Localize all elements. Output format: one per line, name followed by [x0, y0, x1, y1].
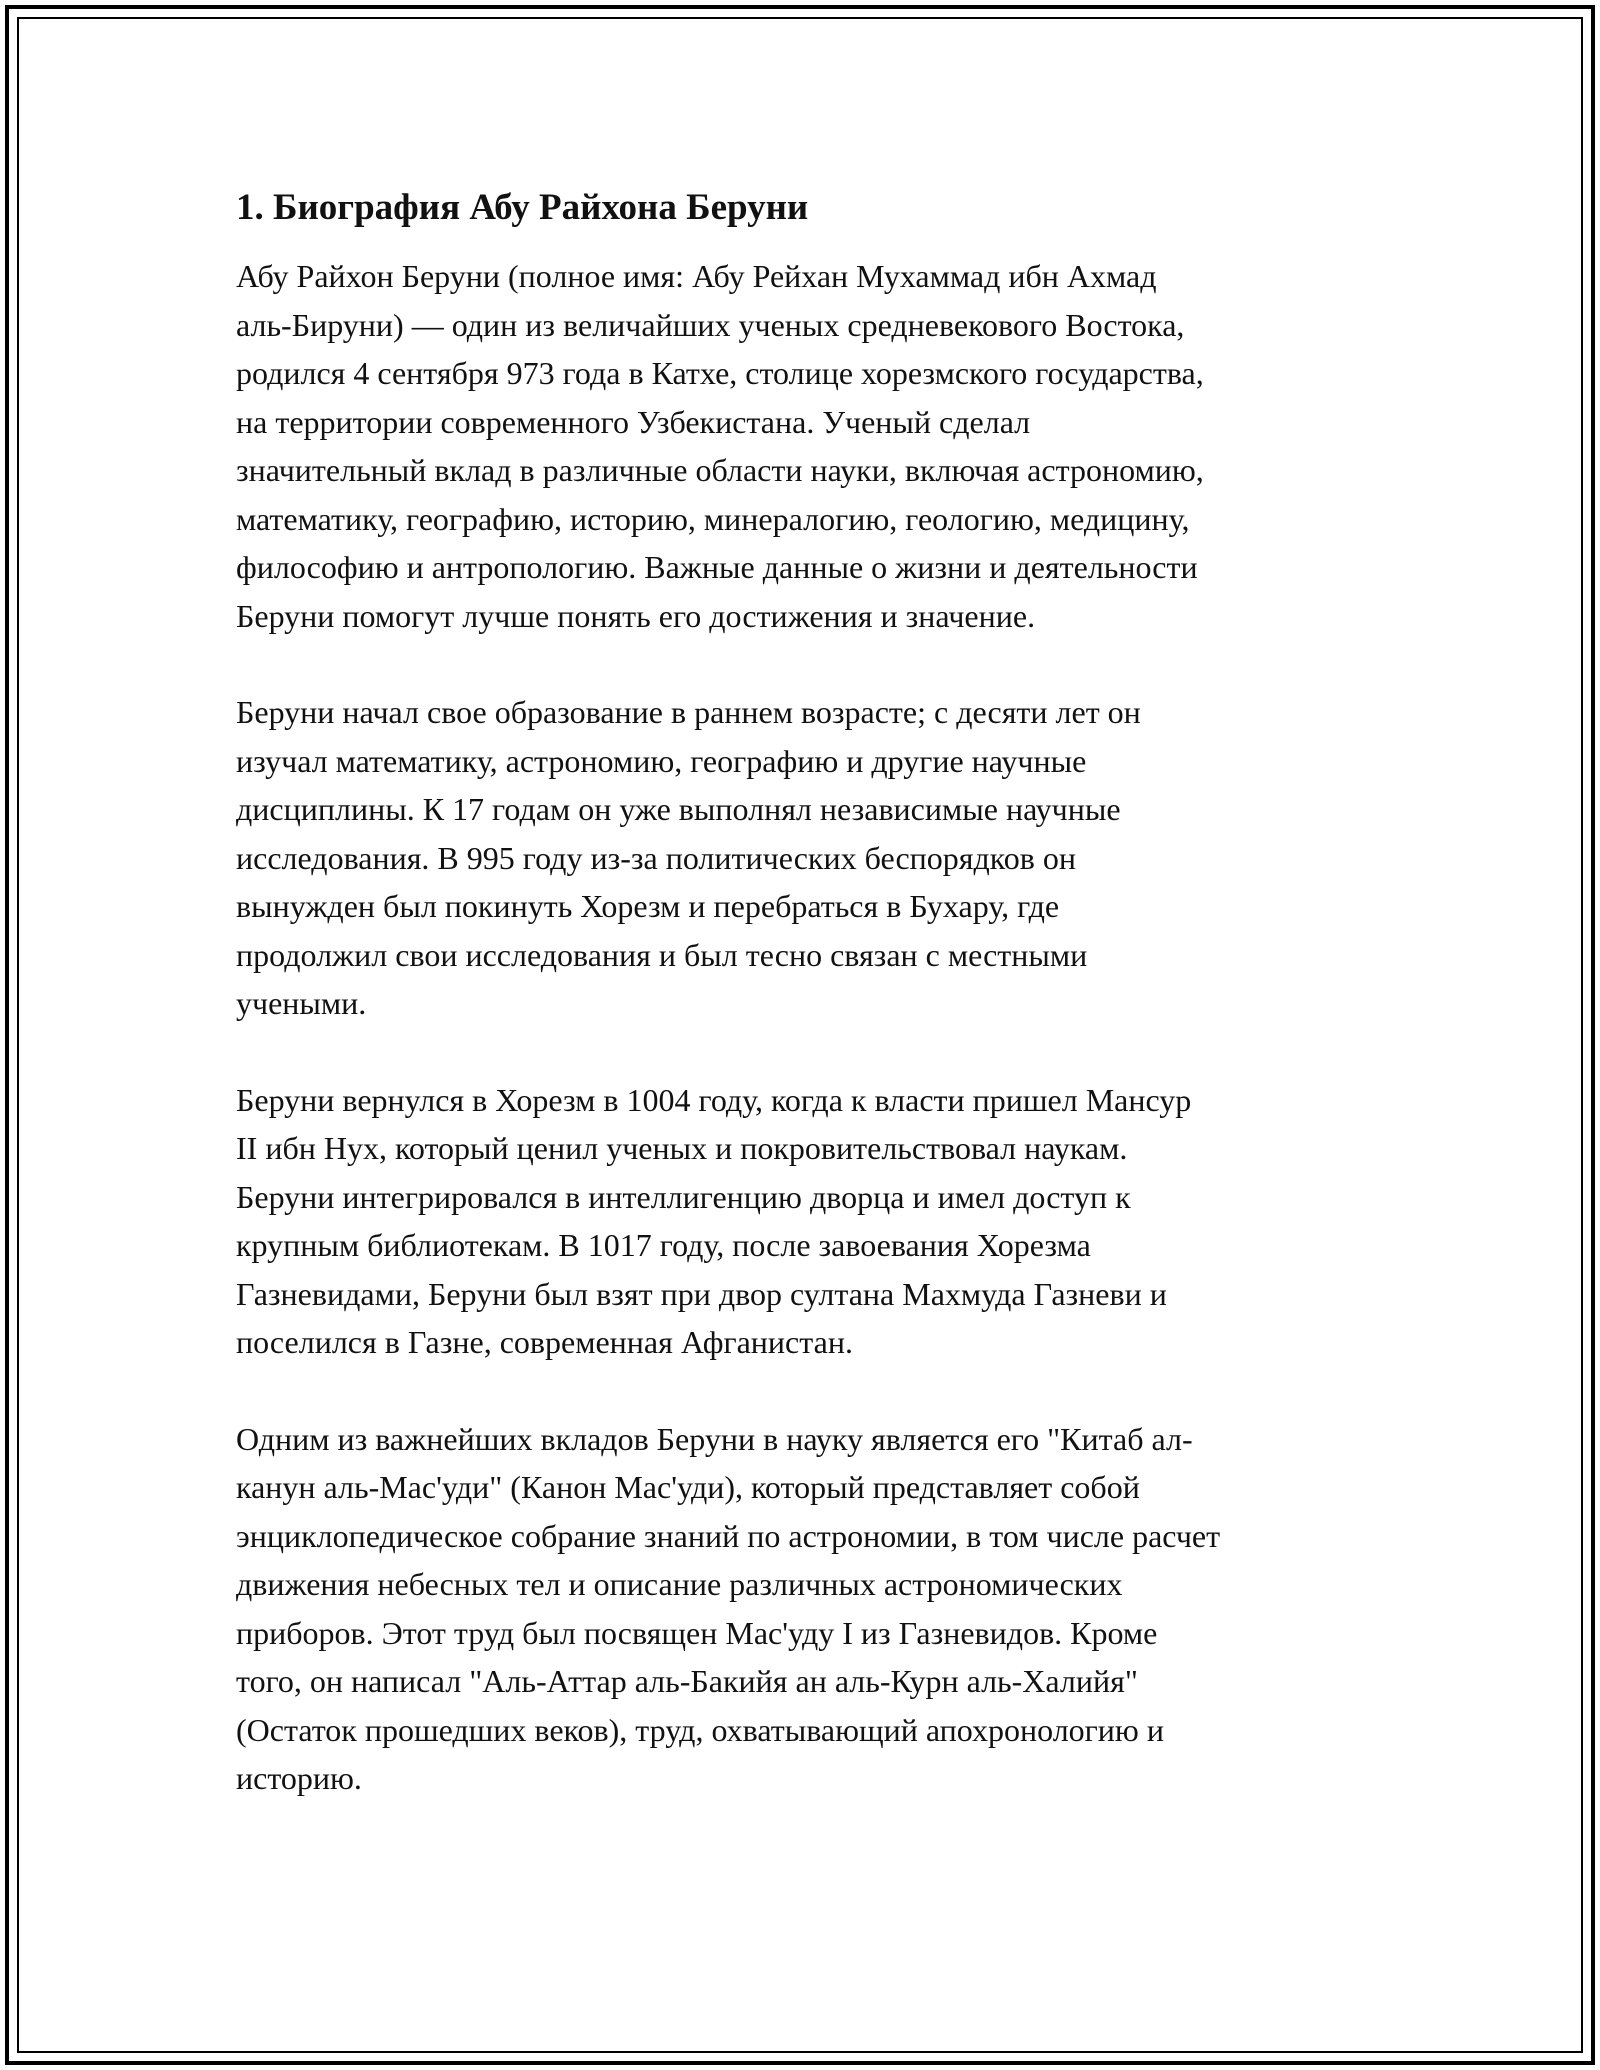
text-line: родился 4 сентября 973 года в Катхе, столице хорезмского государства, — [236, 355, 1204, 391]
text-line: математику, географию, историю, минералогию, геологию, медицину, — [236, 500, 1190, 537]
text-line: изучал математику, астрономию, географию и другие научные — [236, 742, 1087, 779]
text-line: поселился в Газне, современная Афганистан. — [236, 1324, 853, 1360]
section-heading: 1. Биография Абу Райхона Беруни — [236, 187, 809, 228]
text-line: Беруни вернулся в Хорезм в 1004 году, когда к власти пришел Мансур — [236, 1081, 1192, 1118]
text-line: Одним из важнейших вкладов Беруни в науку является его "Китаб ал- — [236, 1420, 1193, 1457]
text-line: вынужден был покинуть Хорезм и перебраться в Бухару, где — [236, 888, 1060, 924]
text-line: того, он написал "Аль-Аттар аль-Бакийя ан аль-Курн аль-Халийя" — [236, 1663, 1138, 1699]
text-line: исследования. В 995 году из-за политических беспорядков он — [236, 839, 1076, 876]
paragraph-3 — [236, 1076, 1376, 1367]
text-line: аль-Бируни) — один из величайших ученых средневекового Востока, — [236, 306, 1185, 343]
text-line: энциклопедическое собрание знаний по астрономии, в том числе расчет — [236, 1517, 1221, 1554]
text-line: канун аль-Мас'уди" (Канон Мас'уди), который представляет собой — [236, 1469, 1140, 1505]
text-line: историю. — [236, 1760, 362, 1796]
text-line: Абу Райхон Беруни (полное имя: Абу Рейхан Мухаммад ибн Ахмад — [236, 258, 1157, 294]
text-line: Беруни интегрировался в интеллигенцию дворца и имел доступ к — [236, 1178, 1131, 1215]
text-line: значительный вклад в различные области науки, включая астрономию, — [236, 452, 1204, 488]
text-line: Беруни начал свое образование в раннем возрасте; с десяти лет он — [236, 694, 1141, 730]
text-line: на территории современного Узбекистана. Ученый сделал — [236, 403, 1031, 440]
text-line: крупным библиотекам. В 1017 году, после завоевания Хорезма — [236, 1227, 1091, 1263]
text-line: Газневидами, Беруни был взят при двор султана Махмуда Газневи и — [236, 1275, 1167, 1312]
text-line: II ибн Нух, который ценил ученых и покровительствовал наукам. — [236, 1130, 1128, 1166]
paragraph-1 — [236, 252, 1376, 640]
text-line: учеными. — [236, 985, 367, 1021]
paragraph-4 — [236, 1415, 1376, 1803]
text-line: Беруни помогут лучше понять его достижения и значение. — [236, 597, 1036, 634]
document-content — [236, 184, 1376, 1851]
text-line: философию и антропологию. Важные данные о жизни и деятельности — [236, 549, 1198, 585]
text-line: приборов. Этот труд был посвящен Мас'уду I из Газневидов. Кроме — [236, 1614, 1158, 1651]
text-line: дисциплины. К 17 годам он уже выполнял независимые научные — [236, 791, 1121, 827]
text-line: движения небесных тел и описание различных астрономических — [236, 1566, 1123, 1602]
text-line: продолжил свои исследования и был тесно связан с местными — [236, 936, 1088, 973]
text-line: (Остаток прошедших веков), труд, охватывающий апохронологию и — [236, 1711, 1164, 1748]
paragraph-2 — [236, 688, 1376, 1028]
